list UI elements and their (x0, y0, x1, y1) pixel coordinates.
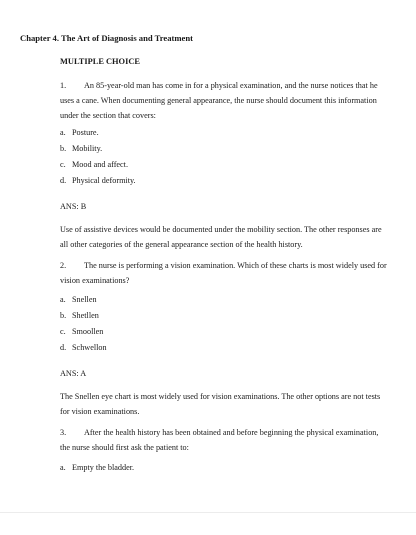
option-text: Shetllen (72, 311, 99, 320)
option-letter: a. (60, 463, 66, 472)
option-letter: b. (60, 311, 67, 320)
option-letter: b. (60, 144, 67, 153)
option (60, 173, 136, 189)
option (60, 292, 107, 308)
option-text: Smoollen (72, 327, 104, 336)
question-1-answer: ANS: B (60, 202, 87, 211)
option-text: Snellen (72, 295, 97, 304)
option (60, 125, 136, 141)
option (60, 324, 107, 340)
question-3-number: 3. (60, 428, 67, 437)
option-text: Posture. (72, 128, 99, 137)
option-text: Mood and affect. (72, 160, 129, 169)
question-3-text: After the health history has been obtained and before beginning the physical examination, the nurse should first ask the patient to: (60, 428, 379, 452)
option (60, 308, 107, 324)
chapter-title: Chapter 4. The Art of Diagnosis and Treatment (20, 33, 193, 43)
option-letter: d. (60, 343, 67, 352)
question-2-text: The nurse is performing a vision examination. Which of these charts is most widely used for vision examinations? (60, 261, 387, 285)
question-2-answer: ANS: A (60, 369, 87, 378)
option-letter: a. (60, 128, 66, 137)
option-letter: a. (60, 295, 66, 304)
question-3-options (60, 460, 134, 476)
question-2-rationale: The Snellen eye chart is most widely used for vision examinations. The other options are not tests for vision examinations. (60, 392, 381, 416)
option-text: Mobility. (72, 144, 103, 153)
option (60, 157, 136, 173)
option-text: Schwellon (72, 343, 107, 352)
option-letter: d. (60, 176, 67, 185)
question-1-number: 1. (60, 81, 67, 90)
question-1 (60, 78, 388, 123)
section-title: MULTIPLE CHOICE (60, 57, 140, 66)
page-divider (0, 512, 416, 513)
question-2-options (60, 292, 107, 356)
question-2 (60, 258, 388, 288)
question-3 (60, 425, 388, 455)
option-text: Physical deformity. (72, 176, 136, 185)
option (60, 340, 107, 356)
question-1-rationale: Use of assistive devices would be documented under the mobility section. The other responses are all other categories of the general appearance section of the health history. (60, 225, 382, 249)
option-text: Empty the bladder. (72, 463, 135, 472)
question-1-options (60, 125, 136, 189)
option-letter: c. (60, 327, 66, 336)
question-1-text: An 85-year-old man has come in for a physical examination, and the nurse notices that he uses a cane. When documenting general appearance, the nurse should document this information under the section that covers: (60, 81, 378, 120)
question-2-number: 2. (60, 261, 67, 270)
option (60, 460, 134, 476)
option-letter: c. (60, 160, 66, 169)
option (60, 141, 136, 157)
